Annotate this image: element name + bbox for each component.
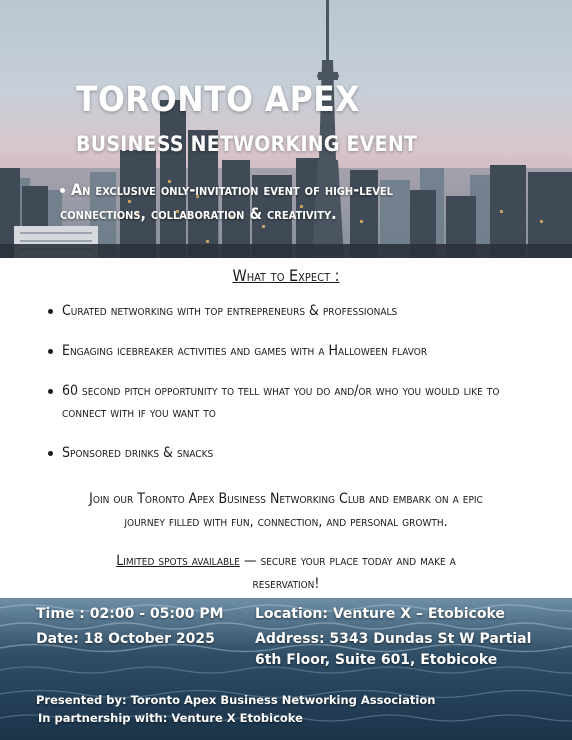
- event-tagline: [60, 178, 470, 226]
- event-details: [0, 258, 572, 598]
- list-item: Curated networking with top entrepreneurs & professionals: [46, 300, 516, 322]
- event-location: Location: Venture X – Etobicoke: [255, 606, 505, 622]
- bullet-icon: [60, 188, 65, 193]
- expectations-list: [46, 300, 516, 482]
- limited-rest-line-1: — secure your place today and make a: [239, 553, 456, 569]
- list-item: Sponsored drinks & snacks: [46, 442, 516, 464]
- event-address-line-1: Address: 5343 Dundas St W Partial: [255, 631, 532, 647]
- limited-rest-line-2: reservation!: [252, 576, 320, 592]
- event-time: Time : 02:00 - 05:00 PM: [36, 606, 224, 622]
- event-address-line-2: 6th Floor, Suite 601, Etobicoke: [255, 652, 498, 668]
- event-subtitle: BUSINESS NETWORKING EVENT: [76, 132, 418, 156]
- presented-by: Presented by: Toronto Apex Business Networking Association: [36, 693, 436, 707]
- tagline-line-1: An exclusive only-invitation event of high-level: [71, 180, 393, 199]
- what-to-expect-heading-text: What to Expect :: [232, 266, 340, 285]
- join-line-2: journey filled with fun, connection, and personal growth.: [124, 514, 448, 530]
- join-club-text: [40, 488, 532, 534]
- list-item: 60 second pitch opportunity to tell what you do and/or who you would like to connect with if you want to: [46, 380, 516, 424]
- limited-spots-underlined: Limited spots available: [116, 553, 240, 569]
- event-title: TORONTO APEX: [76, 80, 361, 120]
- partnership: In partnership with: Venture X Etobicoke: [38, 711, 303, 725]
- join-line-1: Join our Toronto Apex Business Networking Club and embark on a epic: [89, 491, 483, 507]
- list-item: Engaging icebreaker activities and games with a Halloween flavor: [46, 340, 516, 362]
- hero-banner: [0, 0, 572, 258]
- what-to-expect-heading: [0, 266, 572, 285]
- limited-spots-text: [50, 550, 522, 596]
- footer-sea-banner: [0, 598, 572, 740]
- event-date: Date: 18 October 2025: [36, 631, 215, 647]
- tagline-line-2: connections, collaboration & creativity.: [60, 204, 337, 223]
